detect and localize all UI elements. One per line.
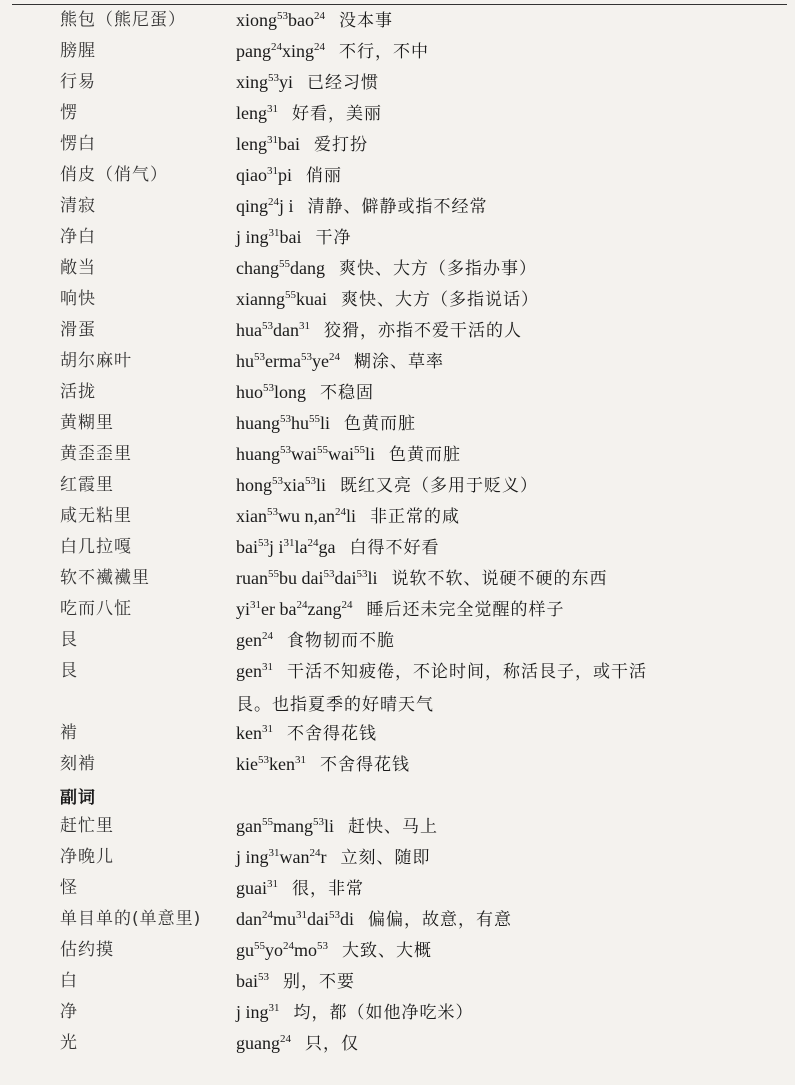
entry-term: 敞当 <box>60 258 96 278</box>
entry-gloss: 偏偏，故意，有意 <box>368 910 513 930</box>
entry-term: 膀腥 <box>60 41 96 61</box>
tone-number: 31 <box>283 537 295 549</box>
syllable: leng <box>236 134 267 154</box>
entry-gloss: 狡猾，亦指不爱干活的人 <box>324 321 522 341</box>
entry-term: 净白 <box>60 227 96 247</box>
syllable: hua <box>236 320 262 340</box>
entry-row <box>0 70 795 100</box>
entry-term: 活拢 <box>60 382 96 402</box>
entry-term: 艮 <box>60 661 78 681</box>
entry-pronunciation <box>236 8 393 33</box>
tone-number: 53 <box>280 444 291 456</box>
entry-row <box>0 628 795 658</box>
entry-term: 估约摸 <box>60 940 114 960</box>
tone-number: 55 <box>317 444 328 456</box>
syllable: dai <box>334 568 357 588</box>
tone-number: 53 <box>258 971 269 983</box>
entry-row <box>0 969 795 999</box>
entry-term: 黄歪歪里 <box>60 444 132 464</box>
entry-pronunciation <box>236 845 431 870</box>
tone-number: 55 <box>262 816 273 828</box>
syllable: erma <box>265 351 301 371</box>
entry-pronunciation <box>236 659 647 684</box>
entry-gloss: 说软不软、说硬不硬的东西 <box>391 569 608 589</box>
entry-row <box>0 132 795 162</box>
gloss-continuation: 艮。也指夏季的好晴天气 <box>236 695 434 715</box>
entry-gloss: 不舍得花钱 <box>287 724 377 744</box>
syllable: r <box>320 847 327 867</box>
syllable: xiong <box>236 10 278 30</box>
syllable: li <box>367 568 378 588</box>
entry-term: 行易 <box>60 72 96 92</box>
tone-number: 31 <box>295 754 306 766</box>
syllable: leng <box>236 103 267 123</box>
entry-pronunciation <box>236 504 460 529</box>
syllable: er ba <box>261 599 297 619</box>
tone-number: 31 <box>262 661 273 673</box>
syllable: wu n,an <box>278 506 335 526</box>
entry-row <box>0 163 795 193</box>
entry-gloss: 俏丽 <box>306 166 343 186</box>
entry-pronunciation <box>236 70 379 95</box>
syllable: dan <box>273 320 299 340</box>
entry-gloss: 大致、大概 <box>342 941 433 961</box>
entry-gloss: 食物韧而不脆 <box>287 631 395 651</box>
tone-number: 55 <box>254 940 265 952</box>
entry-pronunciation <box>236 473 538 498</box>
entry-pronunciation <box>236 938 432 963</box>
entry-gloss: 只，仅 <box>305 1034 359 1054</box>
entry-pronunciation <box>236 721 377 746</box>
entry-term: 净晚儿 <box>60 847 114 867</box>
syllable: mang <box>273 816 313 836</box>
entry-gloss: 立刻、随即 <box>340 848 431 868</box>
syllable: qing <box>236 196 269 216</box>
entry-gloss: 很，非常 <box>292 879 364 899</box>
entry-gloss: 赶快、马上 <box>348 817 439 837</box>
tone-number: 24 <box>314 10 326 22</box>
syllable: j i <box>279 196 294 216</box>
entry-row <box>0 597 795 627</box>
entry-gloss: 别，不要 <box>283 972 355 992</box>
syllable: di <box>340 909 355 929</box>
entry-pronunciation <box>236 318 522 343</box>
syllable: dai <box>307 909 330 929</box>
syllable: li <box>316 475 327 495</box>
entry-pronunciation <box>236 442 461 467</box>
entry-row <box>0 442 795 472</box>
syllable: ken <box>236 723 262 743</box>
tone-number: 55 <box>309 413 320 425</box>
tone-number: 53 <box>277 10 289 22</box>
syllable: ruan <box>236 568 268 588</box>
syllable: hu <box>291 413 309 433</box>
entry-term: 单目单的(单意里) <box>60 909 202 929</box>
entry-term: 红霞里 <box>60 475 114 495</box>
entry-gloss: 没本事 <box>339 11 394 31</box>
syllable: dan <box>236 909 262 929</box>
syllable: hong <box>236 475 272 495</box>
syllable: mu <box>273 909 297 929</box>
tone-number: 31 <box>268 227 280 239</box>
entry-term: 俏皮（俏气） <box>60 165 168 185</box>
entry-gloss: 干净 <box>315 228 352 248</box>
syllable: huang <box>236 444 280 464</box>
entry-pronunciation <box>236 876 364 901</box>
syllable: bai <box>278 134 300 154</box>
entry-term: 响快 <box>60 289 96 309</box>
entry-row <box>0 535 795 565</box>
tone-number: 31 <box>296 909 308 921</box>
syllable: j i <box>269 537 284 557</box>
tone-number: 53 <box>254 351 265 363</box>
entry-pronunciation <box>236 163 342 188</box>
entry-gloss: 爽快、大方（多指办事） <box>338 259 537 279</box>
entry-pronunciation <box>236 597 564 622</box>
syllable: dang <box>289 258 325 278</box>
entry-gloss: 非正常的咸 <box>370 507 461 527</box>
tone-number: 53 <box>305 475 316 487</box>
syllable: bai <box>236 971 258 991</box>
entry-pronunciation <box>236 752 410 777</box>
entry-pronunciation <box>236 907 512 932</box>
syllable: gan <box>236 816 262 836</box>
entry-pronunciation <box>236 132 368 157</box>
entry-term: 熊包（熊尼蛋） <box>60 10 186 30</box>
entry-gloss: 白得不好看 <box>349 538 440 558</box>
entry-row <box>0 566 795 596</box>
entry-pronunciation <box>236 1031 359 1056</box>
tone-number: 53 <box>262 320 273 332</box>
entry-pronunciation <box>236 566 608 591</box>
tone-number: 53 <box>317 940 329 952</box>
entry-term: 愣 <box>60 103 78 123</box>
tone-number: 53 <box>258 537 269 549</box>
syllable: xia <box>283 475 305 495</box>
tone-number: 24 <box>307 537 319 549</box>
syllable: gu <box>236 940 254 960</box>
syllable: pang <box>236 41 271 61</box>
entry-row <box>0 752 795 782</box>
entry-pronunciation <box>236 1000 474 1025</box>
tone-number: 24 <box>262 909 273 921</box>
tone-number: 31 <box>267 878 278 890</box>
tone-number: 24 <box>328 351 340 363</box>
syllable: ye <box>311 351 329 371</box>
entry-row <box>0 39 795 69</box>
syllable: hu <box>236 351 254 371</box>
entry-term: 咸无粘里 <box>60 506 132 526</box>
entry-gloss: 色黄而脏 <box>389 445 462 465</box>
entry-pronunciation <box>236 349 444 374</box>
syllable: guang <box>236 1033 280 1053</box>
tone-number: 24 <box>309 847 321 859</box>
syllable: j ing <box>236 1002 269 1022</box>
tone-number: 53 <box>300 351 312 363</box>
entry-row <box>0 845 795 875</box>
tone-number: 31 <box>268 847 280 859</box>
entry-row <box>0 473 795 503</box>
entry-gloss: 不舍得花钱 <box>320 755 410 775</box>
syllable: long <box>274 382 307 402</box>
syllable: wai <box>291 444 317 464</box>
tone-number: 31 <box>267 134 278 146</box>
tone-number: 55 <box>267 568 279 580</box>
entry-pronunciation <box>236 194 488 219</box>
tone-number: 24 <box>262 630 273 642</box>
syllable: zang <box>307 599 342 619</box>
entry-term: 褃 <box>60 723 78 743</box>
entry-row <box>0 256 795 286</box>
syllable: li <box>365 444 376 464</box>
entry-pronunciation <box>236 39 429 64</box>
entry-row <box>0 1000 795 1030</box>
tone-number: 53 <box>267 506 278 518</box>
syllable: li <box>346 506 357 526</box>
tone-number: 24 <box>341 599 353 611</box>
tone-number: 55 <box>278 258 290 270</box>
entry-pronunciation <box>236 256 537 281</box>
tone-number: 31 <box>268 1002 280 1014</box>
entry-gloss: 色黄而脏 <box>344 414 417 434</box>
entry-gloss: 均，都（如他净吃米） <box>293 1003 474 1023</box>
tone-number: 24 <box>296 599 308 611</box>
entry-row <box>0 101 795 131</box>
entry-row <box>0 225 795 255</box>
syllable: kie <box>236 754 258 774</box>
syllable: bai <box>279 227 302 247</box>
entry-term: 黄糊里 <box>60 413 114 433</box>
entry-term: 怪 <box>60 878 78 898</box>
entry-pronunciation <box>236 101 382 126</box>
syllable: bao <box>288 10 315 30</box>
entry-term: 胡尔麻叶 <box>60 351 132 371</box>
entry-gloss: 干活不知疲倦，不论时间，称活艮子，或干活 <box>287 662 647 682</box>
syllable: pi <box>278 165 293 185</box>
entry-gloss: 清静、僻静或指不经常 <box>307 197 488 217</box>
syllable: yi <box>236 599 251 619</box>
syllable: xing <box>236 72 269 92</box>
entry-gloss: 睡后还未完全觉醒的样子 <box>366 600 565 620</box>
tone-number: 31 <box>267 165 278 177</box>
entry-pronunciation <box>236 287 539 312</box>
tone-number: 24 <box>335 506 346 518</box>
syllable: gen <box>236 630 262 650</box>
entry-row <box>0 287 795 317</box>
entry-row <box>0 814 795 844</box>
tone-number: 53 <box>356 568 368 580</box>
tone-number: 24 <box>314 41 326 53</box>
entry-term: 软不襶襶里 <box>60 568 150 588</box>
tone-number: 31 <box>299 320 310 332</box>
syllable: yo <box>265 940 283 960</box>
syllable: wan <box>279 847 310 867</box>
syllable: mo <box>294 940 318 960</box>
tone-number: 53 <box>329 909 341 921</box>
entry-row <box>0 659 795 689</box>
entry-term: 清寂 <box>60 196 96 216</box>
syllable: ga <box>318 537 336 557</box>
entry-gloss: 糊涂、草率 <box>353 352 444 372</box>
entry-pronunciation <box>236 535 440 560</box>
entry-term: 滑蛋 <box>60 320 96 340</box>
section-heading: 副词 <box>60 788 96 808</box>
tone-number: 24 <box>268 196 280 208</box>
entry-term: 白 <box>60 971 78 991</box>
syllable: huo <box>236 382 263 402</box>
tone-number: 24 <box>271 41 282 53</box>
syllable: ken <box>269 754 295 774</box>
entry-gloss: 爽快、大方（多指说话） <box>341 290 539 310</box>
tone-number: 53 <box>313 816 324 828</box>
entry-gloss: 已经习惯 <box>307 73 380 93</box>
entry-pronunciation <box>236 225 352 250</box>
entry-pronunciation <box>236 814 438 839</box>
entry-row <box>0 721 795 751</box>
tone-number: 53 <box>280 413 291 425</box>
entry-row <box>0 8 795 38</box>
entry-gloss: 爱打扮 <box>314 135 368 155</box>
entry-row <box>0 1031 795 1061</box>
syllable: j ing <box>236 227 269 247</box>
tone-number: 24 <box>283 940 294 952</box>
tone-number: 31 <box>250 599 262 611</box>
syllable: chang <box>236 258 279 278</box>
syllable: guai <box>236 878 267 898</box>
entry-row <box>0 349 795 379</box>
entry-term: 白几拉嘎 <box>60 537 132 557</box>
entry-row <box>0 380 795 410</box>
syllable: li <box>320 413 331 433</box>
tone-number: 53 <box>272 475 283 487</box>
syllable: bu dai <box>278 568 324 588</box>
tone-number: 53 <box>268 72 280 84</box>
top-rule <box>12 4 787 5</box>
entry-row <box>0 907 795 937</box>
entry-pronunciation <box>236 969 355 994</box>
syllable: xianng <box>236 289 285 309</box>
tone-number: 53 <box>258 754 269 766</box>
syllable: yi <box>279 72 294 92</box>
tone-number: 53 <box>263 382 274 394</box>
syllable: la <box>294 537 308 557</box>
entry-gloss: 既红又亮（多用于贬义） <box>340 476 539 496</box>
entry-term: 刻褃 <box>60 754 96 774</box>
tone-number: 24 <box>280 1033 291 1045</box>
syllable: bai <box>236 537 258 557</box>
entry-term: 赶忙里 <box>60 816 114 836</box>
syllable: huang <box>236 413 280 433</box>
entry-term: 艮 <box>60 630 78 650</box>
entry-gloss: 不稳固 <box>320 383 375 403</box>
entry-term: 净 <box>60 1002 78 1022</box>
entry-row <box>0 938 795 968</box>
entry-row <box>0 411 795 441</box>
entry-term: 愣白 <box>60 134 96 154</box>
syllable: qiao <box>236 165 267 185</box>
entry-term: 光 <box>60 1033 78 1053</box>
entry-row <box>0 194 795 224</box>
syllable: gen <box>236 661 262 681</box>
entry-row <box>0 318 795 348</box>
tone-number: 31 <box>262 723 273 735</box>
syllable: xian <box>236 506 267 526</box>
entry-gloss: 好看，美丽 <box>292 104 382 124</box>
syllable: kuai <box>296 289 327 309</box>
tone-number: 55 <box>354 444 365 456</box>
syllable: li <box>324 816 335 836</box>
syllable: j ing <box>236 847 269 867</box>
entry-row <box>0 876 795 906</box>
entry-gloss: 不行，不中 <box>339 42 430 62</box>
entry-term: 吃而八怔 <box>60 599 132 619</box>
syllable: xing <box>282 41 315 61</box>
tone-number: 31 <box>267 103 278 115</box>
tone-number: 55 <box>285 289 296 301</box>
entry-pronunciation <box>236 628 395 653</box>
entry-row <box>0 504 795 534</box>
entry-pronunciation <box>236 380 374 405</box>
tone-number: 53 <box>323 568 335 580</box>
syllable: wai <box>328 444 354 464</box>
entry-pronunciation <box>236 411 416 436</box>
